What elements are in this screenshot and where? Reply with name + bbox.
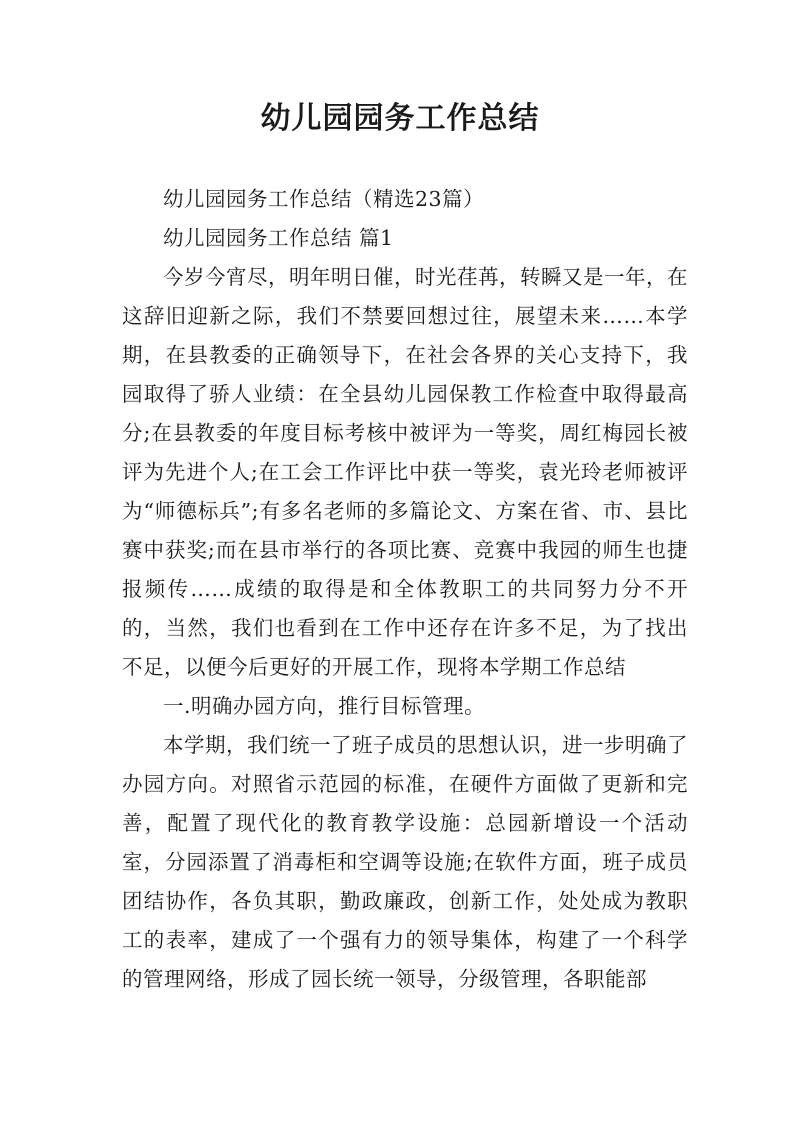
body-paragraph: 本学期，我们统一了班子成员的思想认识，进一步明确了办园方向。对照省示范园的标准，在硬件方面做了更新和完善，配置了现代化的教育教学设施：总园新增设一个活动室，分园添置了消毒柜和空调等设施;在软件方面，班子成员团结协作，各负其职，勤政廉政，创新工作，处处成为教职工的表率，建成了一个强有力的领导集体，构建了一个科学的管理网络，形成了园长统一领导，分级管理，各职能部 [122, 733, 688, 991]
intro-paragraph: 今岁今宵尽，明年明日催，时光荏苒，转瞬又是一年，在这辞旧迎新之际，我们不禁要回想过往，展望未来……本学期，在县教委的正确领导下，在社会各界的关心支持下，我园取得了骄人业绩：在全县幼儿园保教工作检查中取得最高分;在县教委的年度目标考核中被评为一等奖，周红梅园长被评为先进个人;在工会工作评比中获一等奖，袁光玲老师被评为“师德标兵”;有多名老师的多篇论文、方案在省、市、县比赛中获奖;而在县市举行的各项比赛、竞赛中我园的师生也捷报频传……成绩的取得是和全体教职工的共同努力分不开的，当然，我们也看到在工作中还存在许多不足，为了找出不足，以便今后更好的开展工作，现将本学期工作总结 [122, 265, 688, 679]
point-heading: 一.明确办园方向，推行目标管理。 [163, 694, 486, 718]
subtitle-paragraph: 幼儿园园务工作总结（精选23篇） [163, 187, 485, 211]
document-body [122, 180, 688, 999]
document-title: 幼儿园园务工作总结 [260, 101, 540, 136]
section-heading: 幼儿园园务工作总结 篇1 [163, 226, 394, 250]
